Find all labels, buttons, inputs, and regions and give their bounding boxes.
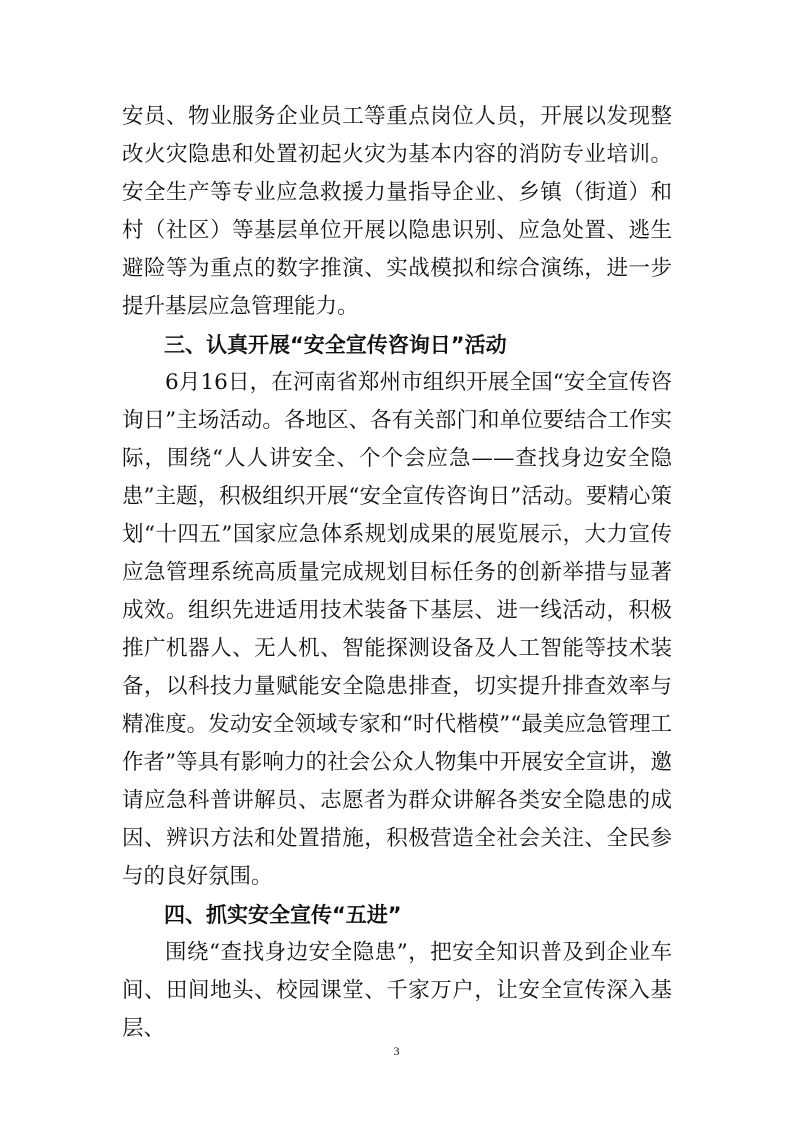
paragraph-consultation-day: 6月16日，在河南省郑州市组织开展全国“安全宣传咨询日”主场活动。各地区、各有关部门和单位要结合工作实际，围绕“人人讲安全、个个会应急——查找身边安全隐患”主题，积极组织开展“安全宣传咨询日”活动。要精心策划“十四五”国家应急体系规划成果的展览展示，大力宣传应急管理系统高质量完成规划目标任务的创新举措与显著成效。组织先进适用技术装备下基层、进一线活动，积极推广机器人、无人机、智能探测设备及人工智能等技术装备，以科技力量赋能安全隐患排查，切实提升排查效率与精准度。发动安全领域专家和“时代楷模”“最美应急管理工作者”等具有影响力的社会公众人物集中开展安全宣讲，邀请应急科普讲解员、志愿者为群众讲解各类安全隐患的成因、辨识方法和处置措施，积极营造全社会关注、全民参与的良好氛围。	[122, 370, 672, 889]
paragraph-training: 安员、物业服务企业员工等重点岗位人员，开展以发现整改火灾隐患和处置初起火灾为基本内容的消防专业培训。安全生产等专业应急救援力量指导企业、乡镇（街道）和村（社区）等基层单位开展以隐患识别、应急处置、逃生避险等为重点的数字推演、实战模拟和综合演练，进一步提升基层应急管理能力。	[122, 104, 672, 319]
section-heading-five-entries: 四、抓实安全宣传“五进”	[164, 903, 402, 927]
page-number: 3	[393, 1044, 400, 1058]
section-heading-consultation-day: 三、认真开展“安全宣传咨询日”活动	[164, 333, 507, 357]
paragraph-five-entries: 围绕“查找身边安全隐患”，把安全知识普及到企业车间、田间地头、校园课堂、千家万户，让安全宣传深入基层、	[122, 940, 672, 1041]
document-body	[122, 98, 672, 1048]
